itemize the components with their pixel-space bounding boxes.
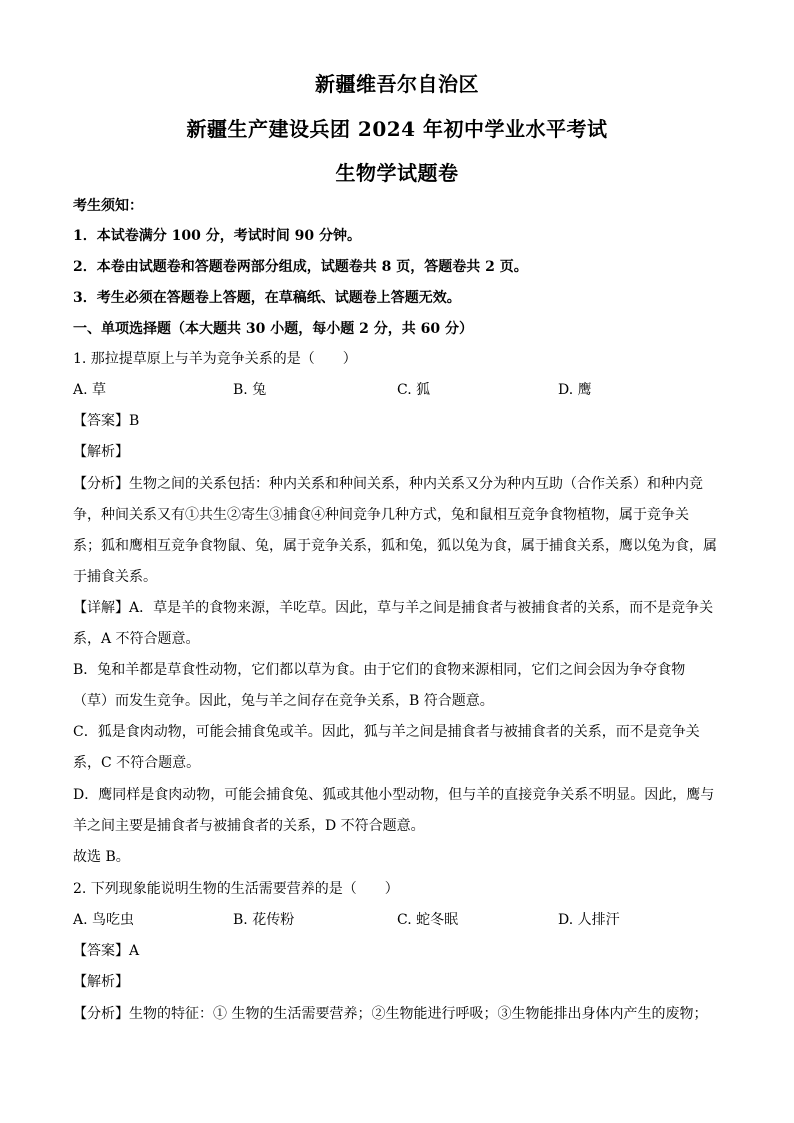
q2-stem: 2. 下列现象能说明生物的生活需要营养的是（ ） bbox=[73, 881, 399, 897]
notice-item: 1．本试卷满分 100 分，考试时间 90 分钟。 bbox=[73, 228, 361, 244]
q2-option-d: D. 人排汗 bbox=[558, 912, 620, 928]
q1-analysis-line: 争，种间关系又有①共生②寄生③捕食④种间竞争几种方式，兔和鼠相互竞争食物植物，属于竞争关 bbox=[73, 507, 689, 523]
notice-item: 2．本卷由试题卷和答题卷两部分组成，试题卷共 8 页，答题卷共 2 页。 bbox=[73, 259, 528, 275]
q2-answer: 【答案】A bbox=[73, 943, 140, 959]
q1-analysis-line: 系；狐和鹰相互竞争食物鼠、兔，属于竞争关系，狐和兔，狐以兔为食，属于捕食关系，鹰以兔为食，属 bbox=[73, 538, 717, 554]
section-heading: 一、单项选择题（本大题共 30 小题，每小题 2 分，共 60 分） bbox=[73, 321, 473, 337]
title-subject: 生物学试题卷 bbox=[335, 161, 459, 185]
notice-heading: 考生须知： bbox=[73, 198, 143, 214]
q1-analysis-line: 羊之间主要是捕食者与被捕食者的关系，D 不符合题意。 bbox=[73, 818, 425, 834]
q1-analysis-line: B．兔和羊都是草食性动物，它们都以草为食。由于它们的食物来源相同，它们之间会因为争夺食物 bbox=[73, 662, 686, 678]
title-region: 新疆维吾尔自治区 bbox=[315, 72, 479, 96]
q1-option-c: C. 狐 bbox=[397, 382, 431, 398]
q1-analysis-line: 【分析】生物之间的关系包括：种内关系和种间关系，种内关系又分为种内互助（合作关系）和种内竞 bbox=[73, 476, 703, 492]
q2-option-c: C. 蛇冬眠 bbox=[397, 912, 459, 928]
q2-analysis-line: 【分析】生物的特征：① 生物的生活需要营养；②生物能进行呼吸；③生物能排出身体内产生的废物； bbox=[73, 1006, 708, 1022]
q2-option-a: A. 鸟吃虫 bbox=[73, 912, 135, 928]
q2-analysis-label: 【解析】 bbox=[73, 974, 129, 990]
q1-analysis-line: 故选 B。 bbox=[73, 849, 130, 865]
q1-analysis-line: D．鹰同样是食肉动物，可能会捕食兔、狐或其他小型动物，但与羊的直接竞争关系不明显。因此，鹰与 bbox=[73, 787, 715, 803]
q1-option-d: D. 鹰 bbox=[558, 382, 592, 398]
q1-analysis-line: （草）而发生竞争。因此，兔与羊之间存在竞争关系，B 符合题意。 bbox=[73, 693, 494, 709]
q1-analysis-line: C．狐是食肉动物，可能会捕食兔或羊。因此，狐与羊之间是捕食者与被捕食者的关系，而不是竞争关 bbox=[73, 724, 700, 740]
q1-option-b: B. 兔 bbox=[233, 382, 267, 398]
q1-option-a: A. 草 bbox=[73, 382, 107, 398]
q2-option-b: B. 花传粉 bbox=[233, 912, 295, 928]
q1-analysis-line: 于捕食关系。 bbox=[73, 569, 157, 585]
notice-item: 3．考生必须在答题卷上答题，在草稿纸、试题卷上答题无效。 bbox=[73, 290, 461, 306]
q1-answer: 【答案】B bbox=[73, 413, 140, 429]
q1-analysis-line: 系，C 不符合题意。 bbox=[73, 755, 201, 771]
q1-analysis-line: 【详解】A．草是羊的食物来源，羊吃草。因此，草与羊之间是捕食者与被捕食者的关系，而不是竞争关 bbox=[73, 600, 714, 616]
q1-analysis-label: 【解析】 bbox=[73, 444, 129, 460]
title-exam: 新疆生产建设兵团 2024 年初中学业水平考试 bbox=[186, 117, 608, 141]
q1-analysis-line: 系，A 不符合题意。 bbox=[73, 631, 200, 647]
q1-stem: 1. 那拉提草原上与羊为竞争关系的是（ ） bbox=[73, 351, 357, 367]
